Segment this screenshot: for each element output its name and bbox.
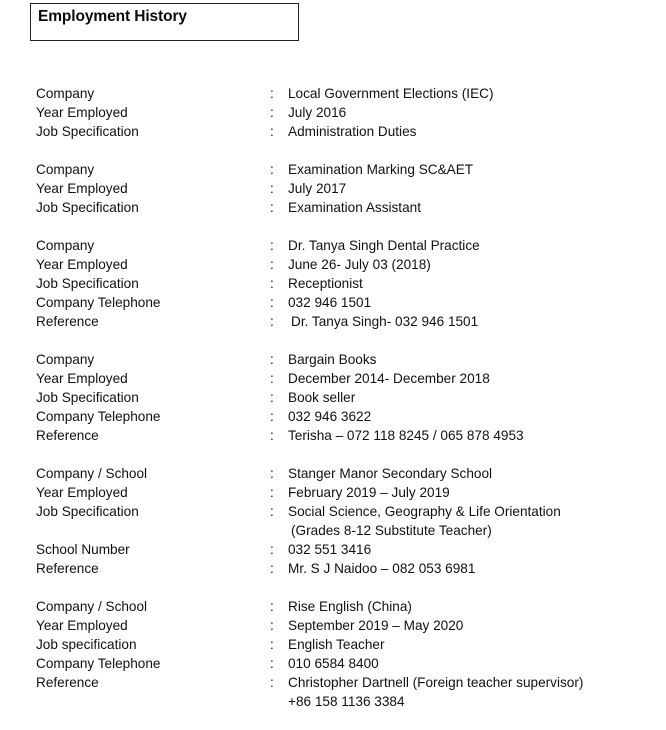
field-label: Company / School	[36, 466, 148, 481]
separator: :	[270, 561, 274, 576]
entry-row-job	[0, 122, 666, 141]
separator: :	[270, 162, 274, 177]
separator: :	[270, 295, 274, 310]
field-label: Company	[36, 162, 95, 177]
entry-row-school-number	[0, 540, 666, 559]
field-label: Year Employed	[36, 371, 128, 386]
entry-row-job	[0, 198, 666, 217]
entry-row-company	[0, 597, 666, 616]
separator: :	[270, 86, 274, 101]
field-label: Company	[36, 238, 95, 253]
field-value: English Teacher	[288, 637, 385, 652]
employment-entry	[0, 84, 666, 141]
entry-row-job	[0, 274, 666, 293]
field-value: 032 946 1501	[288, 295, 372, 310]
field-value: Bargain Books	[288, 352, 377, 367]
employment-entry	[0, 597, 666, 711]
separator: :	[270, 124, 274, 139]
section-title: Employment History	[38, 8, 187, 25]
field-label: Company / School	[36, 599, 148, 614]
entry-row-company	[0, 350, 666, 369]
field-value: Dr. Tanya Singh- 032 946 1501	[291, 314, 479, 329]
separator: :	[270, 485, 274, 500]
entry-row-company	[0, 160, 666, 179]
separator: :	[270, 105, 274, 120]
entry-row-company	[0, 84, 666, 103]
field-value: (Grades 8-12 Substitute Teacher)	[291, 523, 492, 538]
entry-row-company	[0, 464, 666, 483]
field-label: Reference	[36, 314, 99, 329]
separator: :	[270, 390, 274, 405]
field-value: Examination Marking SC&AET	[288, 162, 474, 177]
entry-row-telephone	[0, 293, 666, 312]
field-value: Dr. Tanya Singh Dental Practice	[288, 238, 480, 253]
field-label: Job Specification	[36, 276, 139, 291]
separator: :	[270, 409, 274, 424]
field-label: Job Specification	[36, 200, 139, 215]
separator: :	[270, 257, 274, 272]
field-value: February 2019 – July 2019	[288, 485, 450, 500]
field-label: School Number	[36, 542, 130, 557]
entry-row-year	[0, 103, 666, 122]
entry-row-reference	[0, 426, 666, 445]
field-label: Year Employed	[36, 181, 128, 196]
separator: :	[270, 656, 274, 671]
entry-row-year	[0, 255, 666, 274]
field-value: Book seller	[288, 390, 356, 405]
separator: :	[270, 466, 274, 481]
employment-entry	[0, 464, 666, 578]
field-value: July 2016	[288, 105, 347, 120]
field-label: Company Telephone	[36, 295, 161, 310]
field-label: Year Employed	[36, 618, 128, 633]
field-label: Job specification	[36, 637, 137, 652]
entry-row-year	[0, 616, 666, 635]
entry-row-company	[0, 236, 666, 255]
entry-row-job	[0, 388, 666, 407]
field-value: Administration Duties	[288, 124, 417, 139]
field-label: Reference	[36, 675, 99, 690]
entry-row-reference-continued	[0, 692, 666, 711]
field-label: Year Employed	[36, 105, 128, 120]
field-label: Year Employed	[36, 485, 128, 500]
field-label: Company Telephone	[36, 656, 161, 671]
field-label: Job Specification	[36, 124, 139, 139]
field-label: Year Employed	[36, 257, 128, 272]
separator: :	[270, 314, 274, 329]
separator: :	[270, 542, 274, 557]
entry-row-year	[0, 369, 666, 388]
field-value: September 2019 – May 2020	[288, 618, 464, 633]
separator: :	[270, 238, 274, 253]
separator: :	[270, 504, 274, 519]
field-label: Reference	[36, 428, 99, 443]
separator: :	[270, 371, 274, 386]
separator: :	[270, 637, 274, 652]
separator: :	[270, 181, 274, 196]
entry-row-reference	[0, 559, 666, 578]
separator: :	[270, 618, 274, 633]
field-value: Mr. S J Naidoo – 082 053 6981	[288, 561, 476, 576]
entry-row-job-continued	[0, 521, 666, 540]
separator: :	[270, 599, 274, 614]
employment-entry	[0, 160, 666, 217]
field-value: Receptionist	[288, 276, 363, 291]
field-value: Examination Assistant	[288, 200, 421, 215]
entry-row-telephone	[0, 407, 666, 426]
field-value: Terisha – 072 118 8245 / 065 878 4953	[288, 428, 524, 443]
field-value: 032 946 3622	[288, 409, 372, 424]
entry-row-telephone	[0, 654, 666, 673]
entry-row-reference	[0, 312, 666, 331]
field-value: +86 158 1136 3384	[288, 694, 405, 709]
field-value: Local Government Elections (IEC)	[288, 86, 494, 101]
field-label: Company	[36, 86, 95, 101]
field-label: Reference	[36, 561, 99, 576]
entry-row-job	[0, 635, 666, 654]
field-value: 010 6584 8400	[288, 656, 379, 671]
separator: :	[270, 352, 274, 367]
field-value: Rise English (China)	[288, 599, 412, 614]
entry-row-job	[0, 502, 666, 521]
field-value: Stanger Manor Secondary School	[288, 466, 493, 481]
entry-row-year	[0, 179, 666, 198]
field-value: June 26- July 03 (2018)	[288, 257, 431, 272]
field-label: Job Specification	[36, 390, 139, 405]
employment-entries	[0, 84, 666, 730]
field-value: 032 551 3416	[288, 542, 372, 557]
employment-entry	[0, 350, 666, 445]
entry-row-year	[0, 483, 666, 502]
separator: :	[270, 675, 274, 690]
field-label: Company	[36, 352, 95, 367]
field-value: December 2014- December 2018	[288, 371, 490, 386]
field-label: Company Telephone	[36, 409, 161, 424]
separator: :	[270, 276, 274, 291]
field-label: Job Specification	[36, 504, 139, 519]
field-value: July 2017	[288, 181, 347, 196]
entry-row-reference	[0, 673, 666, 692]
field-value: Social Science, Geography & Life Orientation	[288, 504, 561, 519]
separator: :	[270, 200, 274, 215]
employment-entry	[0, 236, 666, 331]
field-value: Christopher Dartnell (Foreign teacher supervisor)	[288, 675, 584, 690]
separator: :	[270, 428, 274, 443]
section-title-box	[30, 3, 299, 41]
